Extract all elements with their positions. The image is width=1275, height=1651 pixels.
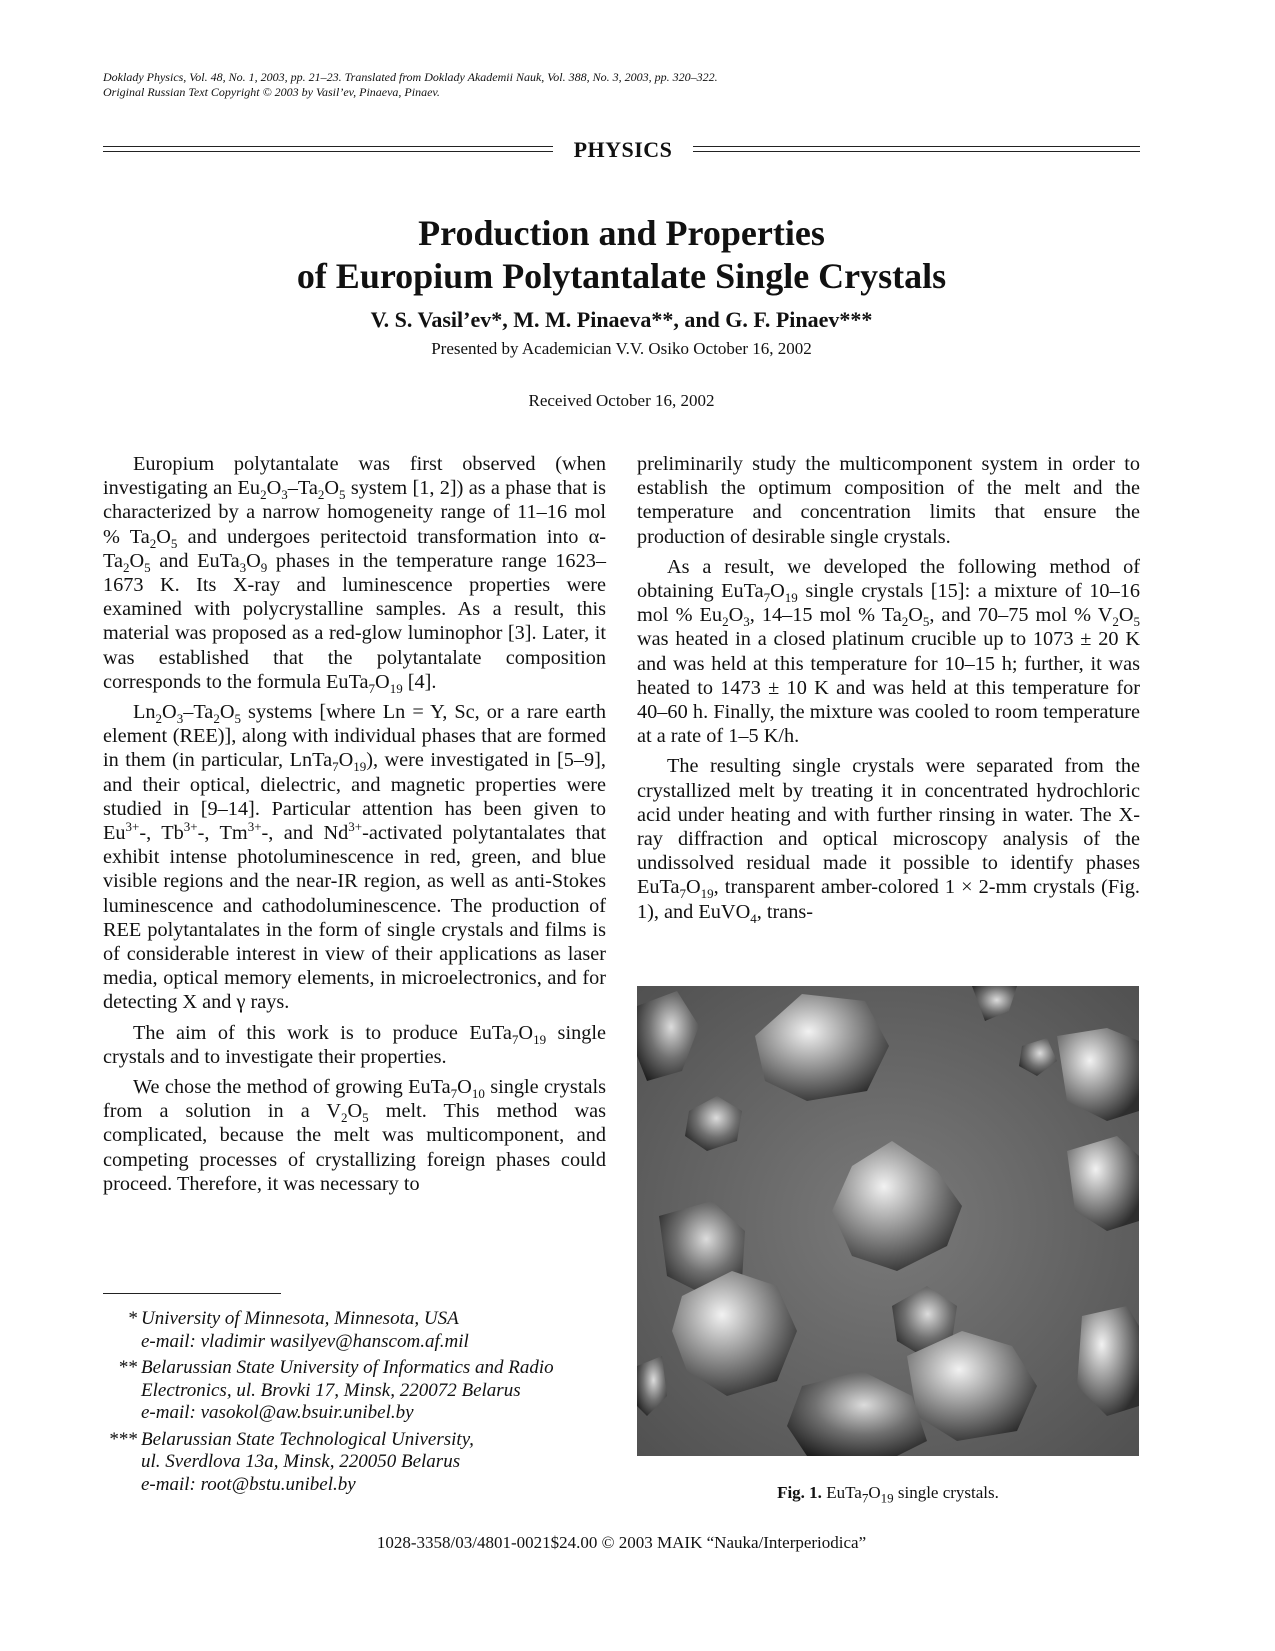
footnote-line: ul. Sverdlova 13a, Minsk, 220050 Belarus [141,1451,461,1472]
crystal-micrograph [637,986,1139,1456]
section-rule-left [103,146,553,152]
figure-caption-text: $EuTa_7O_{19}$ single crystals. [826,1483,999,1506]
title-line-2: of Europium Polytantalate Single Crystals [296,256,947,296]
figure-caption [637,1483,1139,1506]
journal-header [103,70,718,100]
footnotes [103,1308,554,1500]
paragraph-1: Europium polytantalate was first observed (when investigating an $Eu_2O_3-Ta_2O_5$ system [1, 2]) as a phase that is characterized by a narrow homogeneity range of 11–16 mol % $Ta_2O_5$ and undergoes peritectoid transformation into $\alpha-Ta_2O_5$ and $EuTa_3O_9$ phases in the temperature range 1623–1673 K. Its X-ray and luminescence properties were examined with polycrystalline samples. As a result, this material was proposed as a red-glow luminophor [3]. Later, it was established that the polytantalate composition corresponds to the formula $EuTa_7O_{19}$ [4]. [103,453,606,696]
page-footer: 1028-3358/03/4801-0021$24.00 © 2003 MAIK “Nauka/Interperiodica” [376,1533,867,1552]
right-column [637,452,1140,930]
received-date: Received October 16, 2002 [528,391,715,410]
section-rule-right [693,146,1140,152]
footnote-marker: ** [118,1357,137,1378]
article-title [103,212,1140,298]
paragraph-7: The resulting single crystals were separated from the crystallized melt by treating it in concentrated hydrochloric acid under heating and with further rinsing in water. The X-ray diffraction and optical microscopy analysis of the undissolved residual made it possible to identify phases $EuTa_7O_{19}$, transparent amber-colored 1 × 2-mm crystals (Fig. 1), and EuVO$_4$, trans- [637,755,1140,926]
footnote-line: Belarussian State Technological University, [141,1428,474,1450]
footnote-marker: * [127,1308,137,1329]
figure-label: Fig. 1. [777,1483,822,1502]
paragraph-6: As a result, we developed the following method of obtaining $EuTa_7O_{19}$ single crystals [15]: a mixture of 10–16 mol % $Eu_2O_3$, 14–15 mol % $Ta_2O_5$, and 70–75 mol % $V_2O_5$ was heated in a closed platinum crucible up to 1073 ± 20 K and was held at this temperature for 10–15 h; further, it was heated to 1473 ± 10 K and was held at this temperature for 40–60 h. Finally, the mixture was cooled to room temperature at a rate of 1–5 K/h. [637,555,1140,748]
copyright-line: Original Russian Text Copyright © 2003 by Vasil’ev, Pinaeva, Pinaev. [103,85,440,99]
footnote-3 [103,1429,554,1497]
footnote-line: e-mail: vladimir wasilyev@hanscom.af.mil [141,1330,469,1352]
footnote-1 [103,1308,554,1353]
section-label: PHYSICS [573,137,673,162]
title-line-1: Production and Properties [418,213,825,253]
presented-by: Presented by Academician V.V. Osiko October 16, 2002 [431,339,812,358]
footnote-line: e-mail: vasokol@aw.bsuir.unibel.by [141,1402,414,1423]
journal-citation: Doklady Physics, Vol. 48, No. 1, 2003, pp. 21–23. Translated from Doklady Akademii Nauk, Vol. 388, No. 3, 2003, pp. 320–322. [103,70,718,84]
footnote-line: Belarussian State University of Informatics and Radio [141,1357,554,1378]
footnote-marker: *** [108,1428,137,1450]
paragraph-3: The aim of this work is to produce $EuTa_7O_{19}$ single crystals and to investigate their properties. [103,1021,607,1068]
paragraph-2: $Ln_2O_3-Ta_2O_5$ systems [where Ln = Y, Sc, or a rare earth element (REE)], along with individual phases that are formed in them (in particular, $LnTa_7O_{19}$), were investigated in [5–9], and their optical, dielectric, and magnetic properties were studied in [9–14]. Particular attention has been given to $Eu^{3+}-$, $Tb^{3+}-$, $Tm^{3+}-$, and $Nd^{3+}$-activated polytantalates that exhibit intense photoluminescence in red, green, and blue visible regions and the near-IR region, as well as anti-Stokes luminescence and cathodoluminescence. The production of REE polytantalates in the form of single crystals and films is of considerable interest in view of their applications as laser media, optical memory elements, in microelectronics, and for detecting X and γ rays. [103,701,606,1014]
paragraph-5: preliminarily study the multicomponent system in order to establish the optimum composition of the melt and the temperature and concentration limits that ensure the production of desirable single crystals. [637,453,1140,548]
footnote-2 [103,1357,554,1425]
left-column [103,452,606,1202]
section-heading [103,137,1140,163]
footnote-line: University of Minnesota, Minnesota, USA [141,1308,459,1329]
footnote-line: e-mail: root@bstu.unibel.by [141,1473,356,1495]
footnote-line: Electronics, ul. Brovki 17, Minsk, 220072 Belarus [141,1379,521,1401]
paragraph-4: We chose the method of growing $EuTa_7O_{10}$ single crystals from a solution in a $V_2O_5$ melt. This method was complicated, because the melt was multicomponent, and competing processes of crystallizing foreign phases could proceed. Therefore, it was necessary to [103,1076,606,1195]
footnote-divider [103,1293,281,1294]
authors: V. S. Vasil’ev*, M. M. Pinaeva**, and G. F. Pinaev*** [370,307,873,332]
